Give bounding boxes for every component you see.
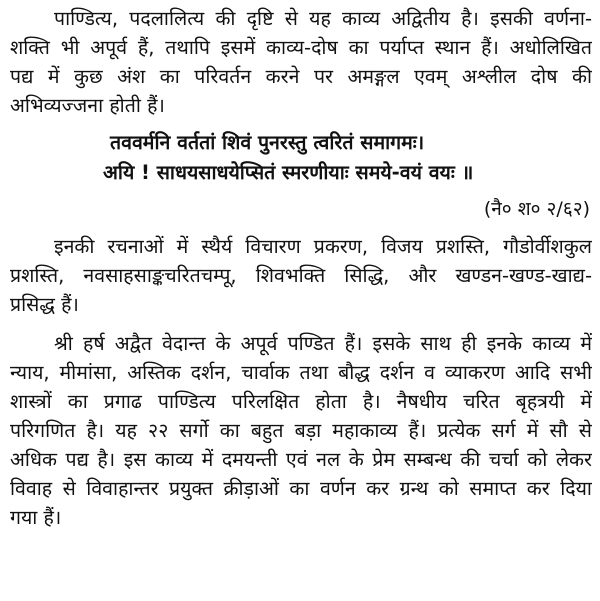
paragraph-1-line-3: पद्य में कुछ अंश का परिवर्तन करने पर अमङ्गल एवम् अश्लील दोष की	[10, 65, 592, 88]
paragraph-gap	[10, 319, 592, 329]
paragraph-3-line-5: अधिक पद्य है। इस काव्य में दमयन्ती एवं नल के प्रेम सम्बन्ध की चर्चा को लेकर	[10, 448, 592, 471]
paragraph-2-line-1: इनकी रचनाओं में स्थैर्य विचारण प्रकरण, विजय प्रशस्ति, गौडोर्वीशकुल	[54, 235, 592, 258]
paragraph-2	[10, 232, 592, 319]
paragraph-1-line-4: अभिव्यज्जना होती हैं।	[10, 94, 165, 117]
paragraph-3-line-6: विवाह से विवाहान्तर प्रयुक्त क्रीड़ाओं का वर्णन कर ग्रन्थ को समाप्त कर दिया	[10, 477, 592, 500]
verse-line-1: तववर्मनि वर्ततां शिवं पुनरस्तु त्वरितं समागमः।	[110, 131, 425, 154]
paragraph-3-line-1: श्री हर्ष अद्वैत वेदान्त के अपूर्व पण्डित हैं। इसके साथ ही इनके काव्य में	[54, 332, 592, 355]
paragraph-3-line-7: गया हैं।	[10, 506, 62, 529]
paragraph-1	[10, 4, 592, 120]
sanskrit-verse	[10, 128, 592, 188]
paragraph-3	[10, 329, 592, 532]
paragraph-1-line-1: पाण्डित्य, पदलालित्य की दृष्टि से यह काव्य अद्वितीय है। इसकी वर्णना-	[54, 7, 592, 30]
verse-line-2: अयि ! साधयसाधयेप्सितं स्मरणीयाः समये-वयं वयः ॥	[103, 161, 474, 184]
paragraph-3-line-2: न्याय, मीमांसा, अस्तिक दर्शन, चार्वाक तथा बौद्ध दर्शन व व्याकरण आदि सभी	[10, 361, 592, 384]
verse-reference: (नै० श० २/६२)	[483, 198, 590, 220]
paragraph-3-line-3: शास्त्रों का प्रगाढ पाण्डित्य परिलक्षित होता है। नैषधीय चरित बृहत्रयी में	[10, 390, 592, 413]
paragraph-3-line-4: परिगणित है। यह २२ सर्गो का बहुत बड़ा महाकाव्य हैं। प्रत्येक सर्ग में सौ से	[10, 419, 592, 442]
paragraph-1-line-2: शक्ति भी अपूर्व हैं, तथापि इसमें काव्य-दोष का पर्याप्त स्थान हैं। अधोलिखित	[10, 36, 592, 59]
paragraph-2-line-3: प्रसिद्ध हैं।	[10, 293, 79, 316]
paragraph-2-line-2: प्रशस्ति, नवसाहसाङ्कचरितचम्पू, शिवभक्ति सिद्धि, और खण्डन-खण्ड-खाद्य-	[10, 264, 592, 287]
